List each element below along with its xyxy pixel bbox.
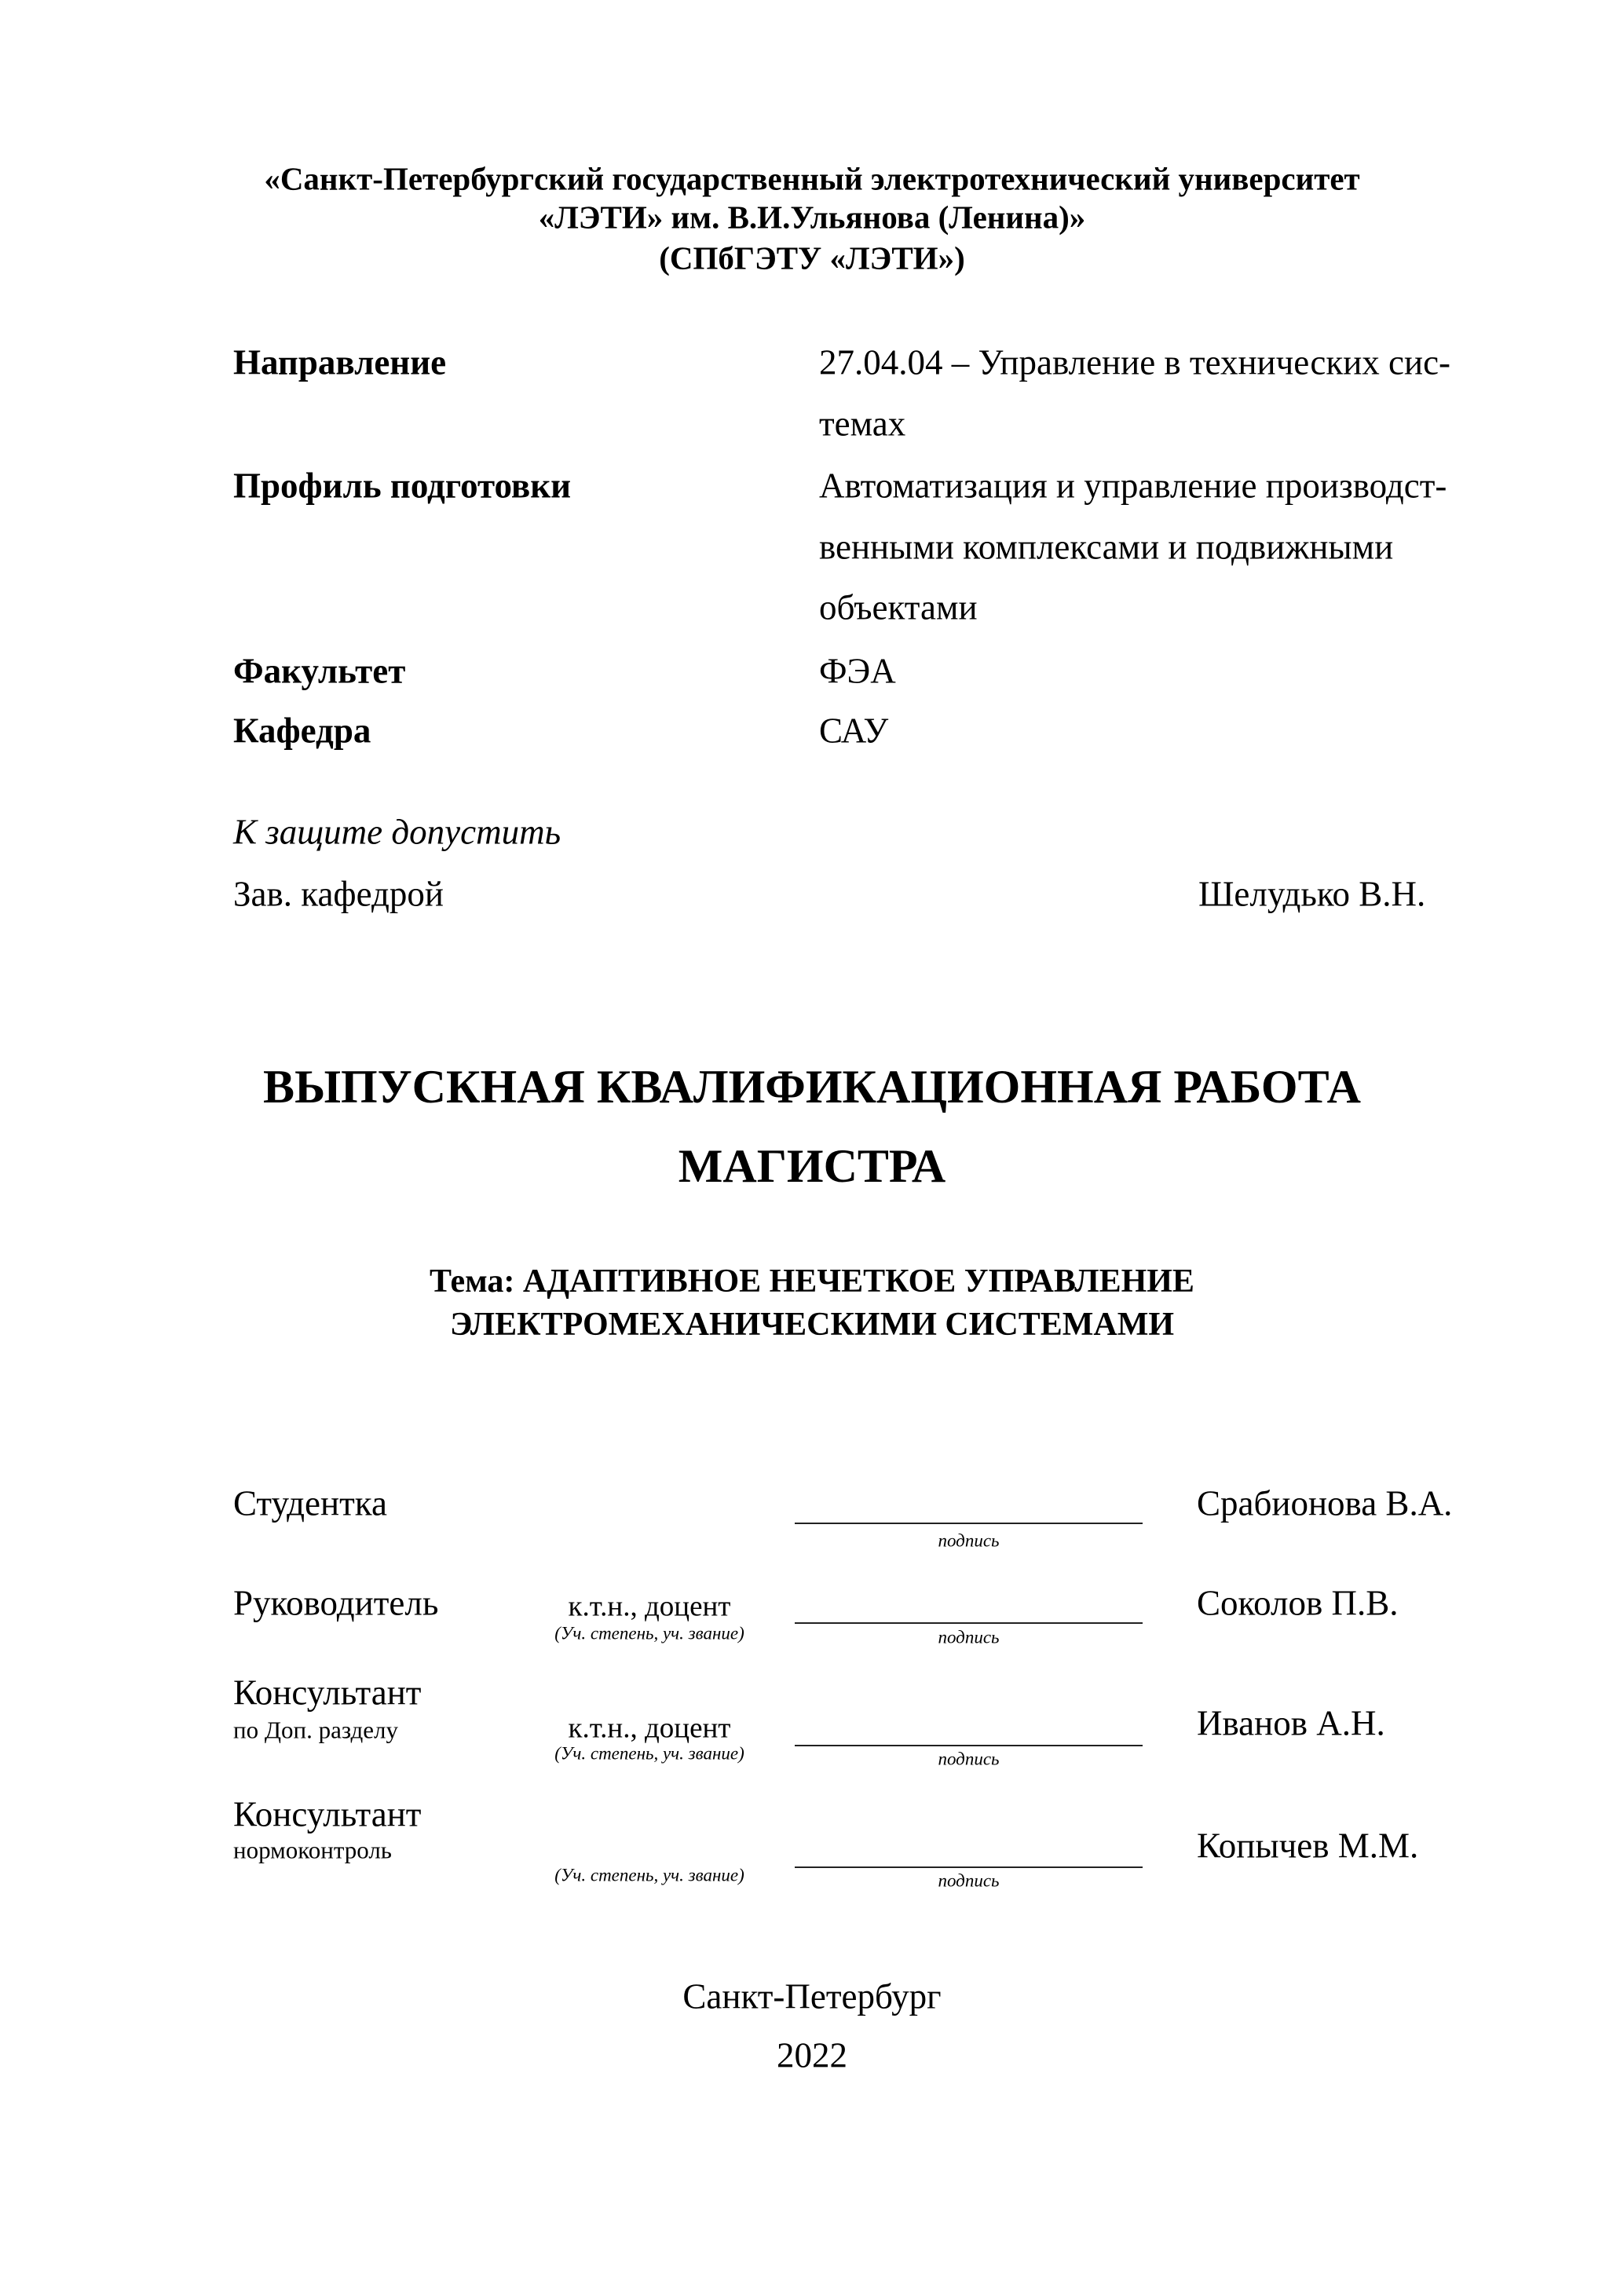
signature-line [795,1622,1143,1624]
profile-value-line3: объектами [819,587,978,627]
head-of-department-label: Зав. кафедрой [233,874,444,914]
signature-caption: подпись [938,1749,1000,1769]
degree-caption: (Уч. степень, уч. звание) [554,1623,744,1643]
degree-caption: (Уч. степень, уч. звание) [554,1865,744,1885]
consultant-role: Консультант [233,1673,422,1713]
normcontrol-name: Копычев М.М. [1197,1826,1419,1866]
direction-label: Направление [233,342,447,382]
profile-label: Профиль подготовки [233,466,572,506]
signature-line [795,1745,1143,1746]
profile-value-line2: венными комплексами и подвижными [819,527,1394,567]
normcontrol-subrole: нормоконтроль [233,1836,392,1864]
student-role: Студентка [233,1483,387,1523]
signature-caption: подпись [938,1530,1000,1551]
year: 2022 [777,2035,847,2075]
direction-value-line1: 27.04.04 – Управление в технических сис- [819,342,1451,382]
department-label: Кафедра [233,711,371,751]
consultant-name: Иванов А.Н. [1197,1703,1385,1743]
signature-caption: подпись [938,1627,1000,1647]
consultant-subrole: по Доп. разделу [233,1716,399,1744]
university-abbreviation: (СПбГЭТУ «ЛЭТИ») [659,239,965,276]
signature-caption: подпись [938,1870,1000,1891]
consultant-degree: к.т.н., доцент [568,1712,731,1745]
theme-line1: Тема: АДАПТИВНОЕ НЕЧЕТКОЕ УПРАВЛЕНИЕ [430,1263,1194,1300]
faculty-label: Факультет [233,651,406,691]
supervisor-role: Руководитель [233,1583,439,1623]
supervisor-degree: к.т.н., доцент [568,1590,731,1623]
degree-caption: (Уч. степень, уч. звание) [554,1743,744,1764]
city: Санкт-Петербург [682,1976,942,2016]
head-of-department-name: Шелудько В.Н. [1198,874,1426,914]
title-line2: МАГИСТРА [678,1140,946,1192]
profile-value-line1: Автоматизация и управление производст- [819,466,1447,506]
student-name: Срабионова В.А. [1197,1483,1453,1523]
supervisor-name: Соколов П.В. [1197,1583,1399,1623]
faculty-value: ФЭА [819,651,896,691]
direction-value-line2: темах [819,404,906,444]
signature-line [795,1866,1143,1868]
department-value: САУ [819,711,889,751]
signature-line [795,1523,1143,1524]
university-name-line1: «Санкт-Петербургский государственный электротехнический университет [264,160,1360,197]
title-line1: ВЫПУСКНАЯ КВАЛИФИКАЦИОННАЯ РАБОТА [263,1061,1361,1113]
theme-line2: ЭЛЕКТРОМЕХАНИЧЕСКИМИ СИСТЕМАМИ [449,1307,1175,1343]
normcontrol-role: Консультант [233,1794,422,1834]
university-name-line2: «ЛЭТИ» им. В.И.Ульянова (Ленина)» [538,199,1086,236]
admit-to-defense: К защите допустить [233,812,561,852]
